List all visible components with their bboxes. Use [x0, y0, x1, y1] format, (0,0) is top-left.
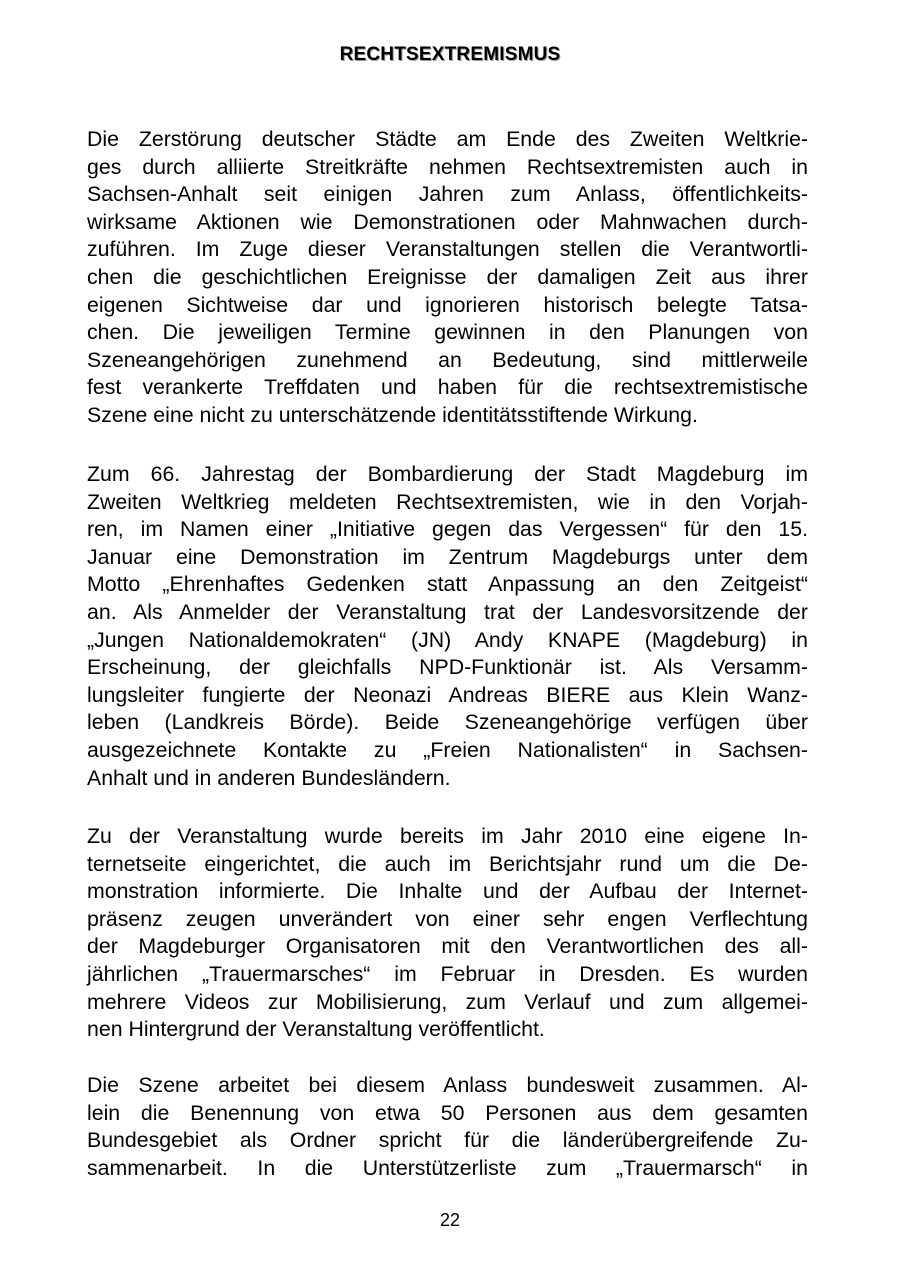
text-line: fest verankerte Treffdaten und haben für die rechtsextremistische [87, 375, 808, 400]
text-line: Bundesgebiet als Ordner spricht für die länderübergreifende Zu- [87, 1128, 808, 1153]
paragraph-2 [87, 461, 808, 792]
text-line: präsenz zeugen unverändert von einer sehr engen Verflechtung [87, 906, 808, 931]
text-line: zuführen. Im Zuge dieser Veranstaltungen stellen die Verantwortli- [87, 237, 808, 262]
text-line: Zu der Veranstaltung wurde bereits im Jahr 2010 eine eigene In- [87, 824, 808, 848]
text-line: jährlichen „Trauermarsches“ im Februar in Dresden. Es wurden [87, 961, 808, 986]
text-line: lein die Benennung von etwa 50 Personen aus dem gesamten [87, 1100, 808, 1125]
text-line: an. Als Anmelder der Veranstaltung trat der Landesvorsitzende der [87, 599, 808, 624]
text-line: monstration informierte. Die Inhalte und der Aufbau der Internet- [87, 879, 808, 904]
paragraph-3 [87, 823, 808, 1044]
text-line: Anhalt und in anderen Bundesländern. [87, 765, 451, 790]
text-line: Szeneangehörigen zunehmend an Bedeutung, sind mittlerweile [87, 347, 808, 372]
text-line: chen die geschichtlichen Ereignisse der damaligen Zeit aus ihrer [87, 264, 808, 289]
text-line: sammenarbeit. In die Unterstützerliste zum „Trauermarsch“ in [87, 1155, 808, 1180]
text-line: Januar eine Demonstration im Zentrum Magdeburgs unter dem [87, 544, 808, 569]
text-line: Die Zerstörung deutscher Städte am Ende des Zweiten Weltkrie- [87, 127, 808, 151]
page-number: 22 [439, 1210, 461, 1230]
page-title: RECHTSEXTREMISMUS [339, 44, 561, 65]
text-line: lungsleiter fungierte der Neonazi Andreas BIERE aus Klein Wanz- [87, 682, 808, 707]
text-line: wirksame Aktionen wie Demonstrationen oder Mahnwachen durch- [87, 209, 808, 234]
text-line: der Magdeburger Organisatoren mit den Verantwortlichen des all- [87, 934, 808, 959]
text-line: ausgezeichnete Kontakte zu „Freien Nationalisten“ in Sachsen- [87, 737, 808, 762]
text-line: ternetseite eingerichtet, die auch im Berichtsjahr rund um die De- [87, 851, 808, 876]
text-line: nen Hintergrund der Veranstaltung veröffentlicht. [87, 1017, 545, 1042]
text-line: Zum 66. Jahrestag der Bombardierung der Stadt Magdeburg im [87, 462, 808, 486]
text-line: ges durch alliierte Streitkräfte nehmen Rechtsextremisten auch in [87, 154, 808, 179]
text-line: Szene eine nicht zu unterschätzende identitätsstiftende Wirkung. [87, 402, 698, 427]
text-line: leben (Landkreis Börde). Beide Szeneangehörige verfügen über [87, 710, 808, 735]
text-line: Die Szene arbeitet bei diesem Anlass bundesweit zusammen. Al- [87, 1073, 808, 1097]
text-line: chen. Die jeweiligen Termine gewinnen in den Planungen von [87, 320, 808, 345]
paragraph-1 [87, 126, 808, 430]
text-line: mehrere Videos zur Mobilisierung, zum Verlauf und zum allgemei- [87, 989, 808, 1014]
text-line: „Jungen Nationaldemokraten“ (JN) Andy KNAPE (Magdeburg) in [87, 627, 808, 652]
text-line: Motto „Ehrenhaftes Gedenken statt Anpassung an den Zeitgeist“ [87, 572, 808, 597]
text-line: eigenen Sichtweise dar und ignorieren historisch belegte Tatsa- [87, 292, 808, 317]
text-line: Erscheinung, der gleichfalls NPD-Funktionär ist. Als Versamm- [87, 655, 808, 680]
text-line: Sachsen-Anhalt seit einigen Jahren zum Anlass, öffentlichkeits- [87, 182, 808, 207]
text-line: Zweiten Weltkrieg meldeten Rechtsextremisten, wie in den Vorjah- [87, 489, 808, 514]
text-line: ren, im Namen einer „Initiative gegen das Vergessen“ für den 15. [87, 517, 808, 542]
paragraph-4 [87, 1072, 808, 1182]
